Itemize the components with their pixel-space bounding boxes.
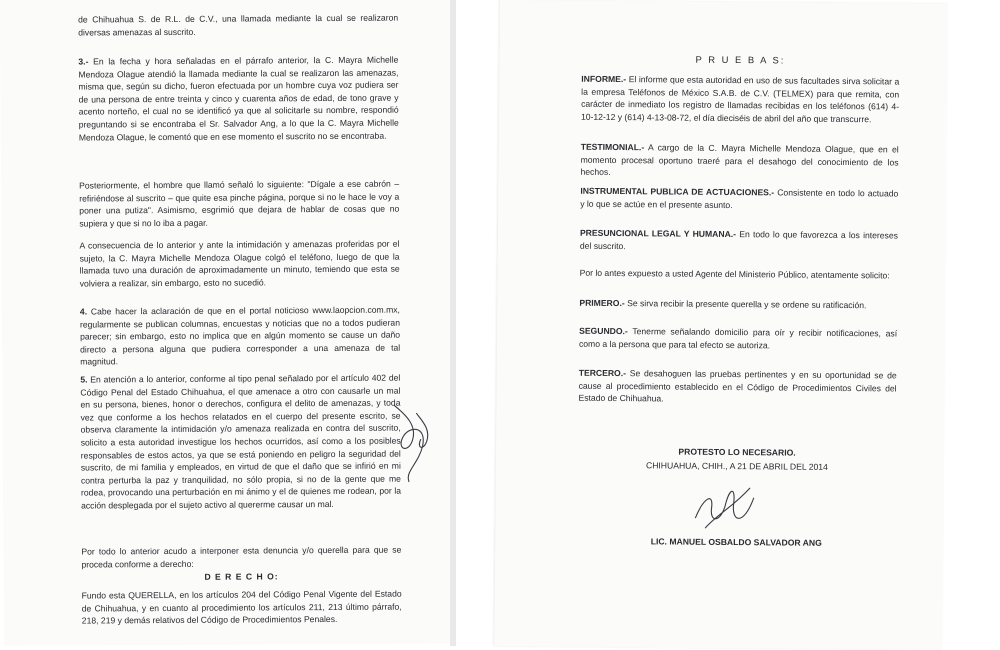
segundo-item [579,325,897,353]
paragraph-5 [80,372,401,512]
heading-pruebas: P R U E B A S: [695,53,786,66]
instrumental-label: INSTRUMENTAL PUBLICA DE ACTUACIONES.- [580,185,775,198]
paragraph-7: Fundo esta QUERELLA, en los artículos 204 del Código Penal Vigente del Estado de Chihuahua, y en cuanto al procedimiento los artículos 211, 213 último párrafo, 218, 219 y demás relativos del Código de Procedimientos Penales. [81,588,402,626]
testimonial-label: TESTIMONIAL.- [580,141,645,153]
paragraph-3b: Posteriormente, el hombre que llamó señaló lo siguiente: "Dígale a ese cabrón – refiriéndose al suscrito – que quite esa pinche página, porque si no le hace le voy a poner una putiza". Asimismo, esgrimió que dejara de hablar de cosas que no supiera y que si no lo iba a pagar. [79,178,400,229]
page-gutter [450,0,456,646]
paragraph-4-number: 4. [79,306,88,317]
primero-text: Se sirva recibir la presente querella y se ordene su ratificación. [627,298,867,311]
preamble: Por lo antes expuesto a usted Agente del Ministerio Público, atentamente solicito: [579,267,890,281]
instrumental-item [580,185,898,213]
signer-name: LIC. MANUEL OSBALDO SALVADOR ANG [650,536,822,548]
testimonial-text: A cargo de la C. Mayra Michelle Mendoza Olague, que en el momento procesal oportuno traeré para el desahogo del conocimiento de los hechos. [580,142,899,178]
primero-item [579,297,897,312]
paragraph-5-number: 5. [80,374,88,385]
paragraph-3-text: En la fecha y hora señaladas en el párrafo anterior, la C. Mayra Michelle Mendoza Olague atendió la llamada mediante la cual se realizaron las amenazas, misma que, según su dicho, fueron efectuada por un hombre cuya voz pudiera ser de una persona de entre treinta y cinco y cuarenta años de edad, de tono grave y acento norteño, el cual no se identificó ya que al solicitarle su nombre, respondió preguntando si se encontraba el Sr. Salvador Ang, a lo que la C. Mayra Michelle Mendoza Olague, le comentó que en ese momento el suscrito no se encontraba. [78,54,399,143]
paragraph-4 [80,304,400,369]
segundo-text: Tenerme señalando domicilio para oír y recibir notificaciones, así como a la persona que para tal efecto se autoriza. [578,326,898,350]
paragraph-3-number: 3.- [78,56,89,67]
informe-text: El informe que esta autoridad en uso de sus facultades sirva solicitar a la empresa Teléfonos de México S.A.B. de C.V. (TELMEX) para que remita, con carácter de inmediato los registro de llamadas recibidas en los teléfonos (614) 4-10-12-12 y (614) 4-13-08-72, el día dieciséis de abril del año que transcurre. [580,74,900,125]
document-page-left [0,0,456,646]
primero-label: PRIMERO.- [579,297,625,309]
segundo-label: SEGUNDO.- [579,325,628,337]
paragraph-4-text: Cabe hacer la aclaración de que en el portal noticioso www.laopcion.com.mx, regularmente se publican columnas, encuestas y noticias que no a todos pudieran parecer; sin embargo, esto no implica que en algún momento se cause un daño directo a persona alguna que pudiera corresponder a una amenaza de tal magnitud. [79,304,401,367]
place-date: CHIHUAHUA, CHIH., A 21 DE ABRIL DEL 2014 [645,460,828,472]
instrumental-text: Consistente en todo lo actuado y lo que se actúe en el presente asunto. [580,187,899,210]
paragraph-6: Por todo lo anterior acudo a interponer esta denuncia y/o querella para que se proceda conforme a derecho: [81,544,402,570]
tercero-item [578,367,896,408]
margin-signature [386,395,439,485]
intro-paragraph: de Chihuahua S. de R.L. de C.V., una llamada mediante la cual se realizaron diversas amenazas al suscrito. [78,12,399,38]
informe-item [581,73,899,126]
presuncional-label: PRESUNCIONAL LEGAL Y HUMANA.- [579,227,737,240]
paragraph-5-text: En atención a lo anterior, conforme al tipo penal señalado por el artículo 402 del Código Penal del Estado Chihuahua, el que amenace a otro con causarle un mal en su persona, bienes, honor o derechos, configura el delito de amenazas, y toda vez que conforme a los hechos relatados en el cuerpo del presente escrito, se observa claramente la intimidación y/o amenaza realizada en contra del suscrito, solicito a esta autoridad investigue los hechos ocurridos, así como a los posibles responsables de estos actos, ya que se está poniendo en peligro la seguridad del suscrito, de mi familia y empleados, en virtud de que el daño que se infirió en mi contra perturba la paz y tranquilidad, no sólo propia, si no de la gente que me rodea, provocando una perturbación en mi ánimo y el de quienes me rodean, por la acción desplegada por el sujeto activo al quererme causar un mal. [80,372,402,511]
tercero-label: TERCERO.- [578,367,627,379]
presuncional-item [580,227,898,255]
testimonial-item [580,141,898,182]
paragraph-3 [78,54,399,144]
document-page-right [494,0,948,650]
author-signature [691,478,762,539]
closing-statement: PROTESTO LO NECESARIO. [678,446,796,458]
tercero-text: Se desahoguen las pruebas pertinentes y en su oportunidad se de cause al procedimiento establecido en el Código de Procedimientos Civiles del Estado de Chihuahua. [578,368,897,404]
informe-label: INFORME.- [581,73,627,85]
presuncional-text: En todo lo que favorezca a los intereses del suscrito. [579,229,899,251]
heading-derecho: D E R E C H O: [204,571,279,582]
paragraph-3c: A consecuencia de lo anterior y ante la intimidación y amenazas proferidas por el sujeto, la C. Mayra Michelle Mendoza Olague colgó el teléfono, luego de que la llamada tuvo una duración de aproximadamente un minuto, temiendo que esta se volviera a realizar, sin embargo, esto no sucedió. [79,238,400,289]
